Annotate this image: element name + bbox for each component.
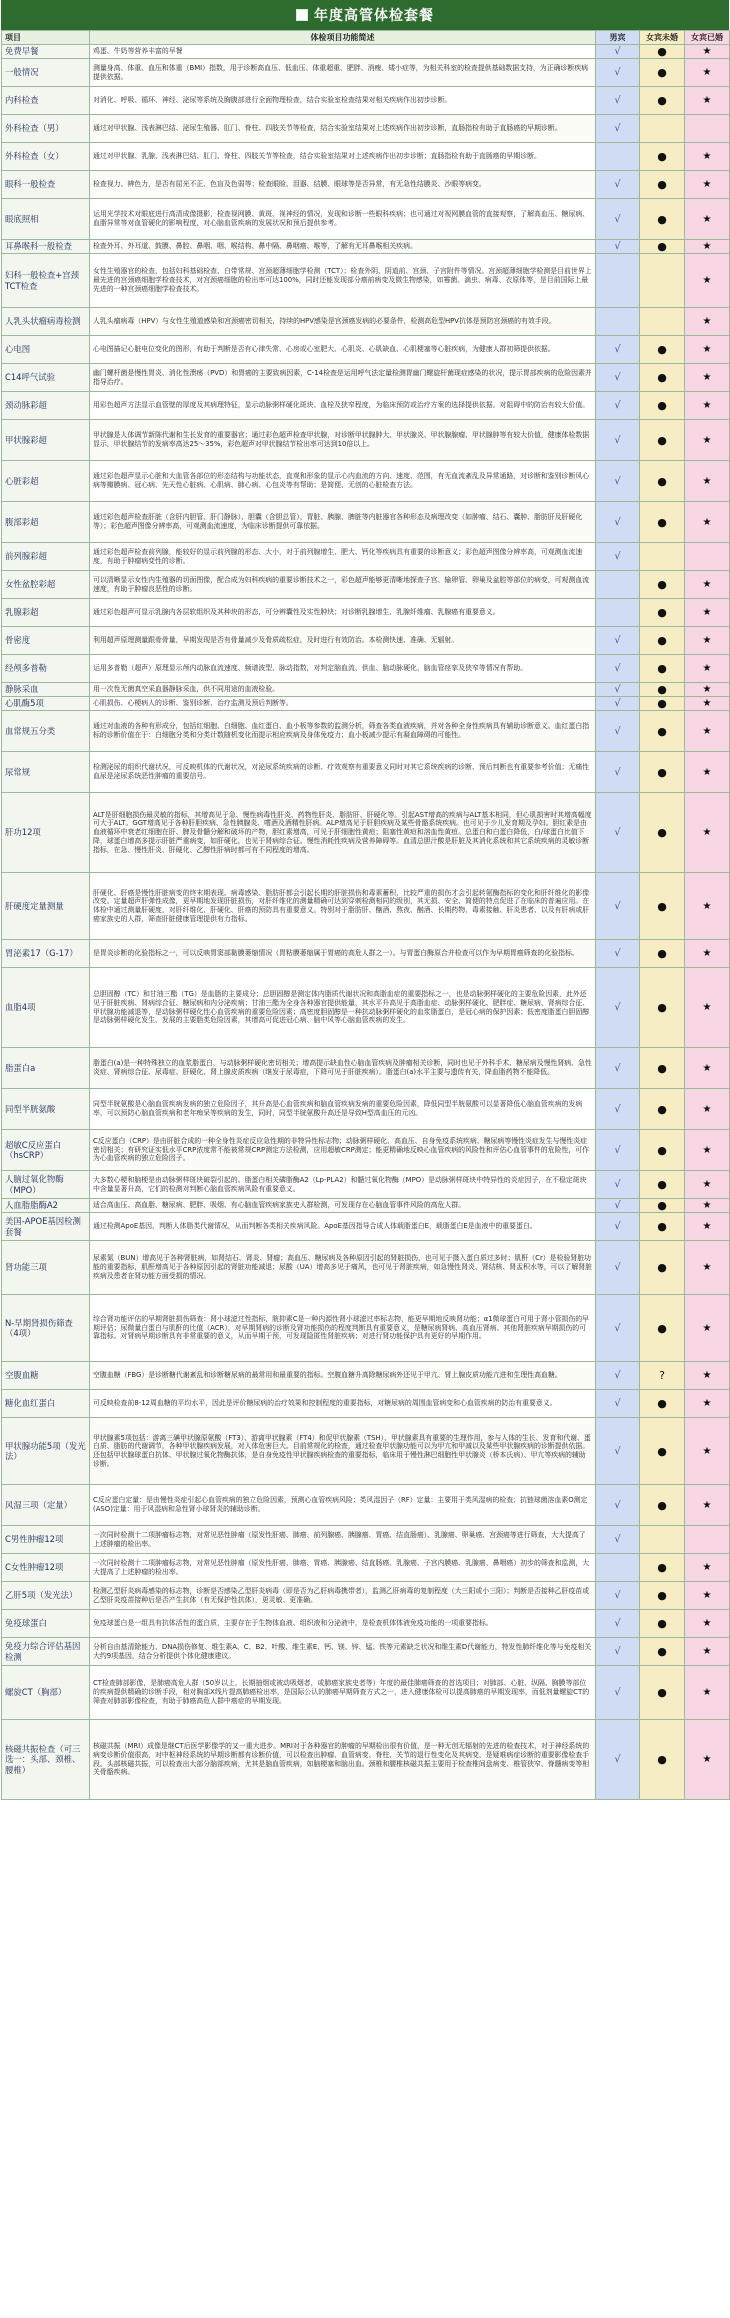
exam-item-description: 检测泌尿的组织代谢状况，可反映机体的代谢状况，对泌尿系统疾病的诊断、疗效观察有重要意义同时对其它系统疾病的诊断、预后判断也有重要参考价值；无痛性血尿是泌尿系统恶性肿瘤的重要信号。 [90, 752, 596, 793]
male-mark: √ [596, 336, 640, 364]
male-mark: √ [596, 655, 640, 683]
table-row [2, 1554, 730, 1582]
exam-item-name: 腹部彩超 [2, 502, 90, 543]
male-mark: √ [596, 87, 640, 115]
exam-item-description: 运用多普勒（超声）原理显示颅内动脉血流速度、频谱波型、脉动指数，对判定脑血流、供血、脑动脉硬化、脑血管痉挛及狭窄等情况有帮助。 [90, 655, 596, 683]
female-married-mark: ★ [685, 336, 730, 364]
exam-item-description: 空腹血糖（FBG）是诊断糖代谢紊乱和诊断糖尿病的最常用和最重要的指标。空腹血糖升高除糖尿病外还见于甲亢、肾上腺皮质功能亢进和生理性高血糖。 [90, 1362, 596, 1390]
exam-item-name: 耳鼻喉科一般检查 [2, 240, 90, 254]
table-row [2, 1089, 730, 1130]
female-unmarried-mark: ● [640, 364, 685, 392]
female-married-mark: ★ [685, 364, 730, 392]
female-married-mark: ★ [685, 1199, 730, 1213]
exam-item-description: 对消化、呼吸、循环、神经、泌尿等系统及胸腹部进行全面物理检查，结合实验室检查结果对相关疾病作出初步诊断。 [90, 87, 596, 115]
female-married-mark: ★ [685, 254, 730, 308]
female-unmarried-mark: ● [640, 59, 685, 87]
exam-items-table [1, 30, 730, 1800]
male-mark: √ [596, 1213, 640, 1241]
male-mark: √ [596, 968, 640, 1048]
table-row [2, 1582, 730, 1610]
female-married-mark [685, 115, 730, 143]
exam-item-description: 是胃炎诊断的化验指标之一，可以反映胃窦部黏膜萎缩情况（胃粘膜萎缩属于胃癌的高危人群之一）。与胃蛋白酶原合并检查可以作为早期胃癌筛查的化验指标。 [90, 940, 596, 968]
exam-item-name: 乳腺彩超 [2, 599, 90, 627]
male-mark: √ [596, 1295, 640, 1362]
exam-items-body [2, 45, 730, 1800]
female-unmarried-mark: ● [640, 1666, 685, 1720]
exam-item-name: 颈动脉彩超 [2, 392, 90, 420]
female-unmarried-mark: ● [640, 1418, 685, 1485]
female-married-mark: ★ [685, 1171, 730, 1199]
exam-item-description: 通过彩色超声显示心脏和大血管各部位的形态结构与功能状态，直观和形象的显示心内血流的方向、速度、范围，有无血流紊乱及异常通路，对诊断和鉴别诊断风心病等瓣膜病、冠心病、先天性心脏病、心肌病、肺心病、心包炎等有帮助；是简便、无创的心脏检查方法。 [90, 461, 596, 502]
table-row [2, 1295, 730, 1362]
table-row [2, 45, 730, 59]
female-unmarried-mark: ● [640, 240, 685, 254]
male-mark: √ [596, 420, 640, 461]
exam-item-name: 免疫球蛋白 [2, 1610, 90, 1638]
exam-item-description: 心肌损伤、心梗病人的诊断、鉴别诊断、治疗监测及预后判断等。 [90, 697, 596, 711]
female-married-mark: ★ [685, 1241, 730, 1295]
exam-item-description: 尿素氮（BUN）增高见于各种肾脏病，如肾结石、肾炎、肾瘤；高血压、糖尿病及各种原因引起的肾脏损伤，也可见于摄入蛋白质过多时；肌酐（Cr）是检验肾脏功能的重要指标，肌酐增高见于各种原因引起的肾脏功能减退；尿酸（UA）增高多见于痛风，也可见于肾脏疾病，如急慢性肾炎、肾结核、肾盂积水等，可以了解肾脏疾病及患者在肾功能方面受损的情况。 [90, 1241, 596, 1295]
table-row [2, 940, 730, 968]
exam-item-description: 总胆固醇（TC）和甘油三酯（TG）是血脂的主要成分；总胆固醇是测定体内脂质代谢状况和高脂血症的重要指标之一，也是动脉粥样硬化的主要危险因素，此外还见于肝脏疾病、肾病综合征、糖尿病和内分泌疾病；甘油三酯为全身各种器官提供能量，其水平升高见于高脂血症、动脉粥样硬化、肥胖症、糖尿病、肾病综合征、甲状腺功能减退等，是动脉粥样硬化性心血管疾病的重要危险因素；高密度胆固醇是一种抗动脉粥样硬化的血浆脂蛋白，是冠心病的保护因素；低密度脂蛋白胆固醇是动脉粥样硬化发生、发展的主要脂类危险因素，其增高可促进冠心病、脑中风等心脑血管疾病的发生。 [90, 968, 596, 1048]
exam-item-name: 心电图 [2, 336, 90, 364]
exam-item-name: 妇科一般检查+宫颈TCT检查 [2, 254, 90, 308]
exam-item-description: 甲状腺素5项包括：游离三碘甲状腺原氨酸（FT3）、游离甲状腺素（FT4）和促甲状腺素（TSH）、甲状腺素具有重要的生理作用，参与人体的生长、发育和代谢、蛋白质、脂肪的代谢调节，各种甲状腺疾病发展，对人体危害巨大。目前常规化的检查，通过检查甲状腺功能可以为甲亢和甲减以及某些甲状腺疾病的诊断提供依据。还包括甲状腺球蛋白抗体、甲状腺过氧化物酶抗体，是自身免疫性甲状腺疾病检查的重要指标，临床用于慢性淋巴细胞性甲状腺炎（桥本氏病）、甲亢等疾病的辅助诊断。 [90, 1418, 596, 1485]
exam-item-description: 运用光学技术对眼底进行高清成像摄影，检查视网膜、黄斑、视神经的情况，发现和诊断一些眼科疾病；也可通过对视网膜血管的直接观察，了解高血压、糖尿病、血脂异常等对血管硬化的影响程度，对心脑血管疾病的发展状况和预后提供参考。 [90, 199, 596, 240]
exam-item-description: 可以清晰显示女性内生殖器的切面图像，配合成为妇科疾病的重要诊断技术之一，彩色超声能够更清晰地探查子宫、输卵管、卵巢及盆腔等部位的病变，可观测血流速度，有助于肿瘤良恶性的诊断。 [90, 571, 596, 599]
exam-item-name: N-早期肾损伤筛查（4项） [2, 1295, 90, 1362]
female-unmarried-mark: ● [640, 968, 685, 1048]
male-mark [596, 308, 640, 336]
male-mark: √ [596, 1582, 640, 1610]
female-married-mark: ★ [685, 697, 730, 711]
male-mark: √ [596, 793, 640, 873]
table-row [2, 1171, 730, 1199]
male-mark: √ [596, 1199, 640, 1213]
female-unmarried-mark: ● [640, 336, 685, 364]
female-unmarried-mark: ● [640, 627, 685, 655]
female-married-mark: ★ [685, 1610, 730, 1638]
female-married-mark: ★ [685, 752, 730, 793]
exam-item-name: 同型半胱氨酸 [2, 1089, 90, 1130]
female-married-mark: ★ [685, 171, 730, 199]
female-married-mark: ★ [685, 1554, 730, 1582]
table-row [2, 1199, 730, 1213]
female-married-mark: ★ [685, 627, 730, 655]
exam-item-description: 一次同时检测十二项肿瘤标志物，对常见恶性肿瘤（原发性肝癌、肺癌、前列腺癌、胰腺癌、胃癌、结直肠癌）、乳腺癌、卵巢癌、宫颈癌等进行筛查，大大提高了上述肿瘤的检出率。 [90, 1526, 596, 1554]
table-header-row [2, 31, 730, 45]
female-married-mark: ★ [685, 59, 730, 87]
exam-item-description: 核磁共振（MRI）成像是继CT后医学影像学的又一重大进步。MRI对于各种器官的肿瘤的早期检出很有价值，是一种无创无辐射的先进的检查技术，对于神经系统的病变诊断价值很高，对中枢神经系统的早期诊断都有诊断价值，可以检查出肿瘤、血管病变、脊柱、关节的退行性变化及其病变，是疑难病症诊断的重要影像检查手段。头部核磁共振，可以检查出大部分脑部疾病，尤其是脑血管疾病，如脑梗塞和脑出血。颈椎和腰椎核磁共振主要用于检查椎间盘病变、椎管狭窄、脊髓病变等相关骨骼疾病。 [90, 1720, 596, 1800]
female-unmarried-mark: ● [640, 87, 685, 115]
exam-item-name: C14呼气试验 [2, 364, 90, 392]
table-row [2, 392, 730, 420]
exam-item-name: 血常规五分类 [2, 711, 90, 752]
exam-item-description: C反应蛋白定量：是由慢性炎症引起心血管疾病的独立危险因素，预测心血管疾病风险；类风湿因子（RF）定量：主要用于类风湿病的检查；抗链球菌溶血素O测定(ASO)定量：用于风湿病和急性肾小球肾炎的辅助诊断。 [90, 1485, 596, 1526]
female-unmarried-mark: ● [640, 711, 685, 752]
female-unmarried-mark [640, 308, 685, 336]
male-mark: √ [596, 873, 640, 940]
male-mark [596, 1554, 640, 1582]
table-row [2, 1213, 730, 1241]
female-unmarried-mark: ● [640, 1241, 685, 1295]
female-unmarried-mark: ● [640, 1390, 685, 1418]
female-unmarried-mark: ● [640, 461, 685, 502]
female-married-mark: ★ [685, 420, 730, 461]
exam-item-description: 通过检测ApoE基因，判断人体脂类代谢情况，从而判断各类相关疾病风险。ApoE基因指导合成人体载脂蛋白E，载脂蛋白E是血液中的重要蛋白。 [90, 1213, 596, 1241]
male-mark: √ [596, 683, 640, 697]
female-unmarried-mark: ● [640, 392, 685, 420]
exam-item-name: C女性肿瘤12项 [2, 1554, 90, 1582]
female-unmarried-mark: ● [640, 45, 685, 59]
male-mark: √ [596, 171, 640, 199]
female-unmarried-mark: ● [640, 1295, 685, 1362]
female-married-mark: ★ [685, 1582, 730, 1610]
table-row [2, 240, 730, 254]
exam-item-name: 女性盆腔彩超 [2, 571, 90, 599]
exam-item-description: 适合高血压、高血脂、糖尿病、肥胖、吸烟、有心脑血管疾病家族史人群检测，可发现存在心脑血管事件风险的高危人群。 [90, 1199, 596, 1213]
table-row [2, 1485, 730, 1526]
male-mark: √ [596, 1418, 640, 1485]
exam-item-description: 心电图描记心脏电位变化的图形，有助于判断是否有心律失常、心房或心室肥大、心肌炎、心肌缺血、心肌梗塞等心脏疾病，为健康人群初筛提供依据。 [90, 336, 596, 364]
table-row [2, 420, 730, 461]
female-unmarried-mark: ● [640, 1130, 685, 1171]
male-mark: √ [596, 1089, 640, 1130]
exam-item-description: 通过对甲状腺、浅表淋巴结、泌尿生殖器、肛门、脊柱、四肢关节等检查，结合实验室结果对上述疾病作出初步诊断，直肠指检有助于直肠癌的早期诊断。 [90, 115, 596, 143]
female-unmarried-mark: ● [640, 171, 685, 199]
exam-item-description: 人乳头瘤病毒（HPV）与女性生殖道感染和宫颈癌密切相关，持续的HPV感染是宫颈癌发病的必要条件，检测高危型HPV抗体是预防宫颈癌的有效手段。 [90, 308, 596, 336]
male-mark: √ [596, 1048, 640, 1089]
female-married-mark: ★ [685, 1130, 730, 1171]
exam-item-description: 通过对甲状腺、乳腺、浅表淋巴结、肛门、脊柱、四肢关节等检查，结合实验室结果对上述疾病作出初步诊断；直肠指检有助于直肠癌的早期诊断。 [90, 143, 596, 171]
exam-item-name: 风湿三项（定量） [2, 1485, 90, 1526]
male-mark: √ [596, 1666, 640, 1720]
female-married-mark: ★ [685, 461, 730, 502]
exam-item-description: 综合肾功能评估的早期肾脏损伤筛查：肾小球滤过性指标，胱抑素C是一种内源性肾小球滤过率标志物，能更早期地反映肾功能；α1微球蛋白可用于肾小管损伤的早期评估；尿微量白蛋白与肌酐的比值（ACR），对早期肾病的诊断及肾功能损伤的程度判断具有重要意义，是糖尿病肾病、高血压肾病、其他肾脏疾病早期损伤的可靠指标。对肾病早期诊断具有非常重要的意义，从而早期干预，可发现隐匿性肾脏疾病；对进行肾功能保护具有更好的早期作用。 [90, 1295, 596, 1362]
female-married-mark: ★ [685, 1390, 730, 1418]
female-unmarried-mark: ● [640, 697, 685, 711]
female-unmarried-mark: ● [640, 571, 685, 599]
male-mark: √ [596, 45, 640, 59]
table-row [2, 143, 730, 171]
exam-item-description: 脂蛋白(a)是一种特殊独立的血浆脂蛋白，与动脉粥样硬化密切相关；增高提示缺血性心脑血管疾病及肿瘤相关诊断，同时也见于外科手术、糖尿病及慢性肾病、急性炎症、肾病综合征、尿毒症、肝硬化、肾上腺皮质疾病（继发于尿毒症，下降可见于肝脏疾病）。脂蛋白(a)水平主要与遗传有关，降血脂药物不能降低。 [90, 1048, 596, 1089]
male-mark: √ [596, 752, 640, 793]
male-mark [596, 254, 640, 308]
table-row [2, 1048, 730, 1089]
exam-item-name: 内科检查 [2, 87, 90, 115]
female-married-mark: ★ [685, 143, 730, 171]
header-female-unmarried: 女宾未婚 [640, 31, 685, 45]
exam-item-name: 心脏彩超 [2, 461, 90, 502]
female-married-mark: ★ [685, 940, 730, 968]
exam-item-name: 人血脂脂酶A2 [2, 1199, 90, 1213]
male-mark: √ [596, 364, 640, 392]
female-unmarried-mark [640, 115, 685, 143]
female-married-mark: ★ [685, 392, 730, 420]
female-married-mark [685, 1526, 730, 1554]
female-unmarried-mark: ● [640, 683, 685, 697]
header-description: 体检项目功能简述 [90, 31, 596, 45]
female-married-mark: ★ [685, 308, 730, 336]
female-married-mark: ★ [685, 1418, 730, 1485]
table-row [2, 308, 730, 336]
female-married-mark: ★ [685, 1638, 730, 1666]
exam-item-description: CT检查肺部影像，是肺癌高危人群（50岁以上，长期抽烟或被动吸烟者，或肺癌家族史者等）年度的最佳肺癌筛查的首选项目；对肺部、心脏、纵隔、胸膜等部位的疾病提供精确的诊断手段，相对胸部X线片提高肺癌检出率，是国际公认的肺癌早期筛查方式之一，进入健康体检可以提高肺癌的早期发现率，而低剂量螺旋CT的筛查对肺部影像检查，有助于肺癌高危人群中癌症的早期发现。 [90, 1666, 596, 1720]
male-mark: √ [596, 1638, 640, 1666]
female-unmarried-mark [640, 254, 685, 308]
exam-item-name: 胃泌素17（G-17） [2, 940, 90, 968]
female-unmarried-mark: ● [640, 420, 685, 461]
exam-item-name: C男性肿瘤12项 [2, 1526, 90, 1554]
male-mark: √ [596, 1241, 640, 1295]
page-title-bar [1, 0, 729, 30]
table-row [2, 87, 730, 115]
table-row [2, 599, 730, 627]
exam-item-description: 利用超声原理测量跟骨骨量，早期发现是否有骨量减少及骨质疏松症，及时进行有效防治。本检测快速、准确、无辐射。 [90, 627, 596, 655]
female-married-mark: ★ [685, 1295, 730, 1362]
female-married-mark: ★ [685, 1213, 730, 1241]
page-title: 年度高管体检套餐 [314, 8, 434, 24]
female-unmarried-mark: ● [640, 1213, 685, 1241]
male-mark [596, 571, 640, 599]
exam-item-name: 一般情况 [2, 59, 90, 87]
female-married-mark: ★ [685, 240, 730, 254]
female-unmarried-mark: ● [640, 1638, 685, 1666]
exam-item-description: 用一次性无菌真空采血器静脉采血，供不同用途的血液检验。 [90, 683, 596, 697]
exam-item-name: 核磁共振检查（可三选一：头部、颈椎、腰椎） [2, 1720, 90, 1800]
exam-item-description: 甲状腺是人体调节新陈代谢和生长发育的重要器官；通过彩色超声检查甲状腺，对诊断甲状腺肿大、甲状腺炎、甲状腺腺瘤、甲状腺肿等有较大价值，健康体检数据显示，甲状腺结节的发病率高达25～35%，彩色超声对甲状腺结节检出率可达到10倍以上。 [90, 420, 596, 461]
table-row [2, 1526, 730, 1554]
exam-item-description: 免疫球蛋白是一组具有抗体活性的蛋白质，主要存在于生物体血液、组织液和分泌液中，是检查机体体液免疫功能的一项重要指标。 [90, 1610, 596, 1638]
table-row [2, 752, 730, 793]
exam-item-description: 分析自由基清除能力、DNA损伤修复、维生素A、C、B2、叶酸、维生素E、钙、镁、锌、锰、铁等元素缺乏状况和维生素D代谢能力，特发性肺纤维化等与免疫相关大约9项基因，结合分析提供个体化健康建议。 [90, 1638, 596, 1666]
exam-item-description: 通过对血液的各种有形成分，包括红细胞、白细胞、血红蛋白、血小板等参数的监测分析，筛查各类血液疾病，并对各种全身性疾病具有辅助诊断意义。血红蛋白指标的诊断价值在于：白细胞分类和分类计数随机变化而提示相应疾病及身体免疫力；血小板减少提示有凝血障碍的可能性。 [90, 711, 596, 752]
female-married-mark: ★ [685, 1485, 730, 1526]
table-row [2, 1418, 730, 1485]
exam-item-name: 肾功能三项 [2, 1241, 90, 1295]
female-unmarried-mark: ● [640, 143, 685, 171]
table-row [2, 336, 730, 364]
table-row [2, 461, 730, 502]
exam-item-name: 乙肝5项（发光法） [2, 1582, 90, 1610]
exam-item-name: 心肌酶5项 [2, 697, 90, 711]
exam-item-description: 检查外耳、外耳道、鼓膜、鼻腔、鼻咽、咽、喉结构、鼻中隔、鼻咽癌、喉等，了解有无耳鼻喉相关疾病。 [90, 240, 596, 254]
exam-item-name: 免疫力综合评估基因检测 [2, 1638, 90, 1666]
table-row [2, 115, 730, 143]
table-row [2, 199, 730, 240]
male-mark: √ [596, 240, 640, 254]
female-unmarried-mark: ● [640, 752, 685, 793]
table-row [2, 793, 730, 873]
female-unmarried-mark: ● [640, 1554, 685, 1582]
female-married-mark: ★ [685, 1666, 730, 1720]
female-married-mark: ★ [685, 1362, 730, 1390]
male-mark: √ [596, 1390, 640, 1418]
exam-item-description: 检查视力、辨色力，是否有屈光不正、色盲及色弱等；检查眼睑、泪器、结膜、眼球等是否异常，有无急性结膜炎、沙眼等病变。 [90, 171, 596, 199]
male-mark: √ [596, 697, 640, 711]
female-unmarried-mark: ● [640, 655, 685, 683]
male-mark: √ [596, 59, 640, 87]
table-row [2, 543, 730, 571]
female-unmarried-mark: ● [640, 1089, 685, 1130]
female-married-mark: ★ [685, 873, 730, 940]
table-row [2, 171, 730, 199]
exam-item-name: 眼科一般检查 [2, 171, 90, 199]
exam-item-name: 超敏C反应蛋白（hsCRP） [2, 1130, 90, 1171]
exam-item-description: 一次同时检测十二项肿瘤标志物，对常见恶性肿瘤（原发性肝癌、肺癌、胃癌、胰腺癌、结直肠癌、乳腺癌、子宫内膜癌、乳腺癌、鼻咽癌）初步的筛查和监测，大大提高了上述肿瘤的检出率。 [90, 1554, 596, 1582]
table-row [2, 1390, 730, 1418]
exam-item-description: 同型半胱氨酸是心脑血管疾病发病的独立危险因子，其升高是心血管疾病和脑血管疾病发病的重要危险因素，降低同型半胱氨酸可以显著降低心脑血管疾病的发病率，可以预防心脑血管疾病和老年痴呆等疾病的发生，同时，同型半胱氨酸升高还是导致H型高血压的元凶。 [90, 1089, 596, 1130]
male-mark: √ [596, 1171, 640, 1199]
female-unmarried-mark: ● [640, 1171, 685, 1199]
exam-item-description: ALT是肝细胞损伤最灵敏的指标，其增高见于急、慢性病毒性肝炎、药物性肝炎、脂肪肝、肝硬化等。引起AST增高的疾病与ALT基本相同，但心肌损害时其增高幅度可大于ALT。GGT增高见于各种肝胆疾病、急性胰腺炎、嗜酒及酒精性肝病。ALP增高见于肝胆疾病及某些骨骼系统疾病。也可见于少儿发育期及孕妇。胆红素是由血液循环中衰老红细胞在肝、脾及骨髓分解和破坏的产物，胆红素增高，可见于肝细胞性黄疸；阻塞性黄疸和溶血性黄疸。总蛋白和白蛋白降低，白/球蛋白比值下降，球蛋白增高多提示肝脏严重病变，如肝硬化，也见于肾病综合征。慢性消耗性疾病及营养障碍等。血清总胆汁酸是肝脏及其消化系统和其它系统疾病的灵敏诊断指标，在急、慢性肝炎、肝硬化、乙醇性肝病时都可有不同程度的增高。 [90, 793, 596, 873]
male-mark: √ [596, 543, 640, 571]
header-item: 项目 [2, 31, 90, 45]
header-male: 男宾 [596, 31, 640, 45]
exam-item-description: 检测乙型肝炎病毒感染的标志物，诊断是否感染乙型肝炎病毒（即是否为乙肝病毒携带者），监测乙肝病毒的复制程度（大三阳或小三阳）；判断是否接种乙肝疫苗或乙型肝炎疫苗接种后是否产生抗体（有无保护性抗体），更灵敏、更准确。 [90, 1582, 596, 1610]
exam-item-name: 免费早餐 [2, 45, 90, 59]
female-unmarried-mark: ● [640, 1720, 685, 1800]
female-married-mark: ★ [685, 1720, 730, 1800]
male-mark: √ [596, 1720, 640, 1800]
table-row [2, 1666, 730, 1720]
exam-item-name: 美国-APOE基因检测套餐 [2, 1213, 90, 1241]
female-married-mark: ★ [685, 1048, 730, 1089]
female-unmarried-mark [640, 1526, 685, 1554]
exam-item-name: 肝硬度定量测量 [2, 873, 90, 940]
table-row [2, 683, 730, 697]
table-row [2, 502, 730, 543]
exam-item-description: 可反映检查前8-12周血糖的平均水平，因此是评价糖尿病的治疗效果和控制程度的重要指标，对糖尿病的周围血管病变和心血管疾病的防治有重要意义。 [90, 1390, 596, 1418]
female-married-mark: ★ [685, 793, 730, 873]
exam-item-description: 通过彩色超声检查肝脏（含肝内胆管、肝门静脉）、胆囊（含胆总管）、胃脏、胰腺、脾脏等内脏器官各种形态及病理改变（如肿瘤、结石、囊肿、脂肪肝及肝硬化等）；彩色超声图像分辨率高，可观测血流速度，为临床诊断提供可靠依据。 [90, 502, 596, 543]
female-unmarried-mark: ● [640, 1048, 685, 1089]
exam-item-name: 糖化血红蛋白 [2, 1390, 90, 1418]
exam-item-name: 血脂4项 [2, 968, 90, 1048]
exam-item-name: 静脉采血 [2, 683, 90, 697]
exam-item-name: 外科检查（男） [2, 115, 90, 143]
exam-item-description: 测量身高、体重、血压和体重（BMI）指数，用于诊断高血压、低血压、体重超重、肥胖、消瘦、矮小症等，为相关科室的检查提供基础数据支持，为正确诊断疾病提供依据。 [90, 59, 596, 87]
female-married-mark: ★ [685, 199, 730, 240]
exam-item-name: 人乳头状瘤病毒检测 [2, 308, 90, 336]
female-unmarried-mark: ● [640, 940, 685, 968]
table-row [2, 655, 730, 683]
male-mark: √ [596, 1610, 640, 1638]
exam-item-name: 前列腺彩超 [2, 543, 90, 571]
exam-item-name: 肝功12项 [2, 793, 90, 873]
exam-item-name: 脂蛋白a [2, 1048, 90, 1089]
male-mark: √ [596, 115, 640, 143]
female-married-mark: ★ [685, 683, 730, 697]
female-married-mark: ★ [685, 711, 730, 752]
exam-item-name: 经颅多普勒 [2, 655, 90, 683]
male-mark: √ [596, 1526, 640, 1554]
exam-item-description: 通过彩色超声检查前列腺，能较好的显示前列腺的形态、大小，对于前列腺增生、肥大、钙化等疾病具有重要的诊断意义；彩色超声图像分辨率高，可观测血流速度，有助于肿瘤病变性的诊断。 [90, 543, 596, 571]
male-mark: √ [596, 711, 640, 752]
female-married-mark: ★ [685, 87, 730, 115]
male-mark: √ [596, 940, 640, 968]
female-married-mark: ★ [685, 502, 730, 543]
male-mark: √ [596, 1485, 640, 1526]
male-mark: √ [596, 392, 640, 420]
table-row [2, 968, 730, 1048]
female-married-mark: ★ [685, 655, 730, 683]
male-mark [596, 599, 640, 627]
female-married-mark [685, 543, 730, 571]
table-row [2, 697, 730, 711]
exam-item-description: 用彩色超声方法显示血管壁的厚度及其病理特征，显示动脉粥样硬化斑块、血栓及狭窄程度，为临床预防或治疗方案的选择提供依据。对阻碍中的防治有较大价值。 [90, 392, 596, 420]
exam-item-description: 通过彩色超声可显示乳腺内各层软组织及其种块的形态，可分辨囊性及实性肿块；对诊断乳腺增生、乳腺纤维瘤、乳腺癌有重要意义。 [90, 599, 596, 627]
female-married-mark: ★ [685, 45, 730, 59]
male-mark: √ [596, 627, 640, 655]
table-row [2, 1130, 730, 1171]
table-row [2, 1720, 730, 1800]
female-unmarried-mark: ? [640, 1362, 685, 1390]
exam-item-description: 鸡蛋、牛奶等营养丰富的早餐 [90, 45, 596, 59]
exam-item-description: C反应蛋白（CRP）是由肝脏合成的一种全身性炎症反应急性期的非特异性标志物；动脉粥样硬化、高血压、自身免疫系统疾病、糖尿病等慢性炎症发生与慢性炎症密切相关；有研究证实低水平CRP浓度常不能被常规CRP测定方法检测，应用超敏CRP测定；能更精确地反映心血管疾病的风险性和评估心血管事件的危险性，可作为心血管疾病的独立危险因子。 [90, 1130, 596, 1171]
exam-item-description: 女性生殖器官的检查，包括妇科基础检查、白带常规、宫颈超薄细胞学检测（TCT）；检查外阴、阴道前、宫颈、子宫附件等情况。宫颈超薄细胞学检测是目前世界上最先进的宫颈癌细胞学检查技术，对宫颈癌细胞的检出率可达100%，同时还能发现部分癌前病变及微生物感染，如霉菌、滴虫、病毒、衣原体等，是目前国际上最先进的一种宫颈癌细胞学检查技术。 [90, 254, 596, 308]
table-row [2, 364, 730, 392]
female-unmarried-mark: ● [640, 199, 685, 240]
female-unmarried-mark: ● [640, 502, 685, 543]
exam-item-description: 大多数心梗和脑梗是由动脉粥样斑块破裂引起的。脂蛋白相关磷脂酶A2（Lp-PLA2）和髓过氧化物酶（MPO）是动脉粥样斑块中特异性的炎症因子，在不稳定斑块中含量显著升高，它们的检测对判断心脑血管疾病风险有重要意义。 [90, 1171, 596, 1199]
table-row [2, 873, 730, 940]
exam-item-name: 尿常规 [2, 752, 90, 793]
exam-item-description: 幽门螺杆菌是慢性胃炎、消化性溃疡（PVD）和胃癌的主要致病因素，C-14检查是运用呼气法定量检测胃幽门螺旋杆菌现症感染的状况，提示胃部疾病的危险因素并指导治疗。 [90, 364, 596, 392]
male-mark: √ [596, 502, 640, 543]
table-row [2, 254, 730, 308]
exam-item-name: 人脑过氧化物酶（MPO） [2, 1171, 90, 1199]
female-married-mark: ★ [685, 571, 730, 599]
table-row [2, 1241, 730, 1295]
header-female-married: 女宾已婚 [685, 31, 730, 45]
female-unmarried-mark: ● [640, 599, 685, 627]
female-married-mark: ★ [685, 1089, 730, 1130]
female-unmarried-mark: ● [640, 793, 685, 873]
table-row [2, 1610, 730, 1638]
male-mark: √ [596, 1130, 640, 1171]
table-row [2, 711, 730, 752]
exam-item-name: 螺旋CT（胸部） [2, 1666, 90, 1720]
table-row [2, 627, 730, 655]
female-unmarried-mark: ● [640, 1582, 685, 1610]
female-unmarried-mark: ● [640, 1485, 685, 1526]
male-mark: √ [596, 1362, 640, 1390]
table-row [2, 1638, 730, 1666]
exam-item-name: 眼底照相 [2, 199, 90, 240]
male-mark: √ [596, 461, 640, 502]
table-row [2, 1362, 730, 1390]
male-mark: √ [596, 199, 640, 240]
table-row [2, 571, 730, 599]
female-unmarried-mark [640, 543, 685, 571]
female-unmarried-mark: ● [640, 1610, 685, 1638]
square-icon [296, 9, 308, 21]
exam-item-description: 肝硬化、肝癌是慢性肝脏病变的终末期表现。病毒感染、脂肪肝都会引起长期的肝脏损伤和毒素蓄积，比较严重的损伤才会引起转氨酶指标的变化和肝纤维化的影像改变。定量超声肝弹性成像，更早期地发现肝脏损伤，对肝纤维化的测量精确可达到穿刺检测相同的级别，其无损、安全、简便的特点促进了在临床的普遍应用。在体检中通过测量肝硬度，对肝纤维化、肝硬化、肝癌的预防具有重要意义。特别对于脂肪肝、酗酒、熬夜、酗酒、长期药物、毒素接触、肝炎患者、以及有肝病或肝癌家族史的人群，筛查肝脏健康管理提供有力指标。 [90, 873, 596, 940]
female-unmarried-mark: ● [640, 1199, 685, 1213]
female-unmarried-mark: ● [640, 873, 685, 940]
female-married-mark: ★ [685, 599, 730, 627]
exam-item-name: 骨密度 [2, 627, 90, 655]
table-row [2, 59, 730, 87]
exam-item-name: 空腹血糖 [2, 1362, 90, 1390]
female-married-mark: ★ [685, 968, 730, 1048]
exam-item-name: 外科检查（女） [2, 143, 90, 171]
exam-item-name: 甲状腺功能5项（发光法） [2, 1418, 90, 1485]
male-mark [596, 143, 640, 171]
exam-item-name: 甲状腺彩超 [2, 420, 90, 461]
